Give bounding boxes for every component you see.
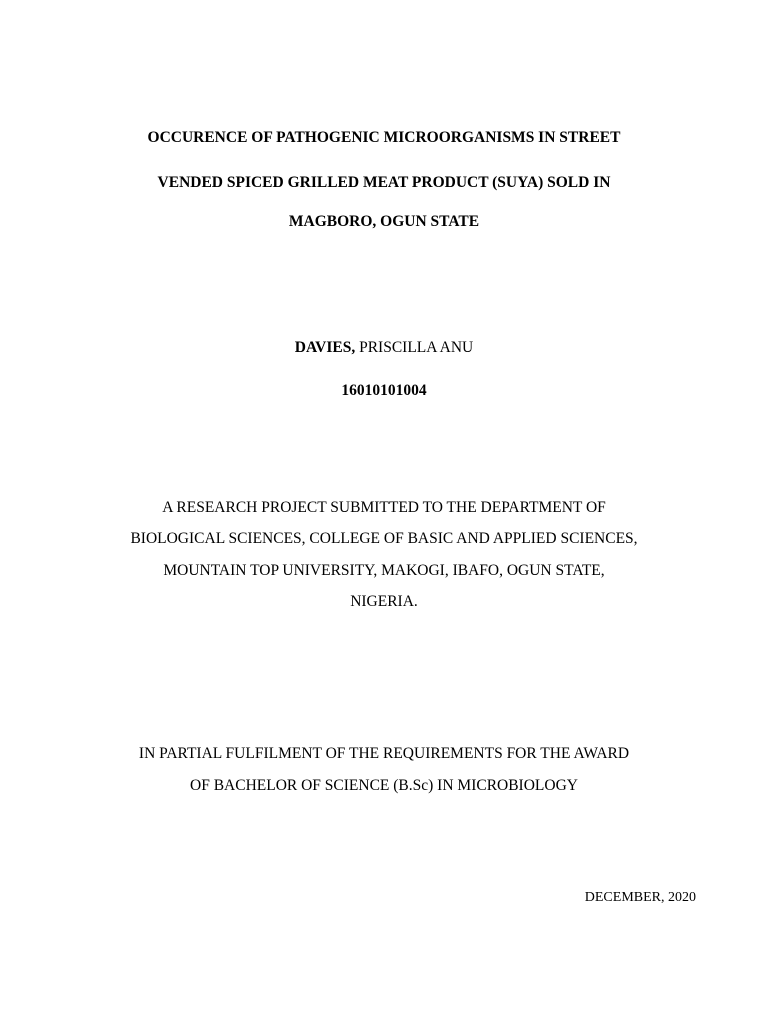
title-line-3: MAGBORO, OGUN STATE — [288, 213, 480, 230]
submission-line-2: BIOLOGICAL SCIENCES, COLLEGE OF BASIC AND APPLIED SCIENCES, — [130, 530, 638, 547]
author-given-names: PRISCILLA ANU — [359, 339, 474, 356]
submission-line-3: MOUNTAIN TOP UNIVERSITY, MAKOGI, IBAFO, OGUN STATE, — [163, 562, 605, 579]
author-surname: DAVIES, — [294, 339, 356, 356]
author-name — [0, 338, 768, 358]
purpose-line-2: OF BACHELOR OF SCIENCE (B.Sc) IN MICROBIOLOGY — [190, 777, 578, 794]
matric-number: 16010101004 — [341, 382, 427, 399]
purpose-line-1: IN PARTIAL FULFILMENT OF THE REQUIREMENTS FOR THE AWARD — [138, 745, 630, 762]
submission-date: DECEMBER, 2020 — [584, 890, 696, 905]
submission-line-4: NIGERIA. — [350, 593, 418, 610]
title-line-1: OCCURENCE OF PATHOGENIC MICROORGANISMS IN STREET — [147, 129, 621, 146]
submission-line-1: A RESEARCH PROJECT SUBMITTED TO THE DEPARTMENT OF — [162, 499, 606, 516]
title-line-2: VENDED SPICED GRILLED MEAT PRODUCT (SUYA) SOLD IN — [157, 174, 611, 191]
